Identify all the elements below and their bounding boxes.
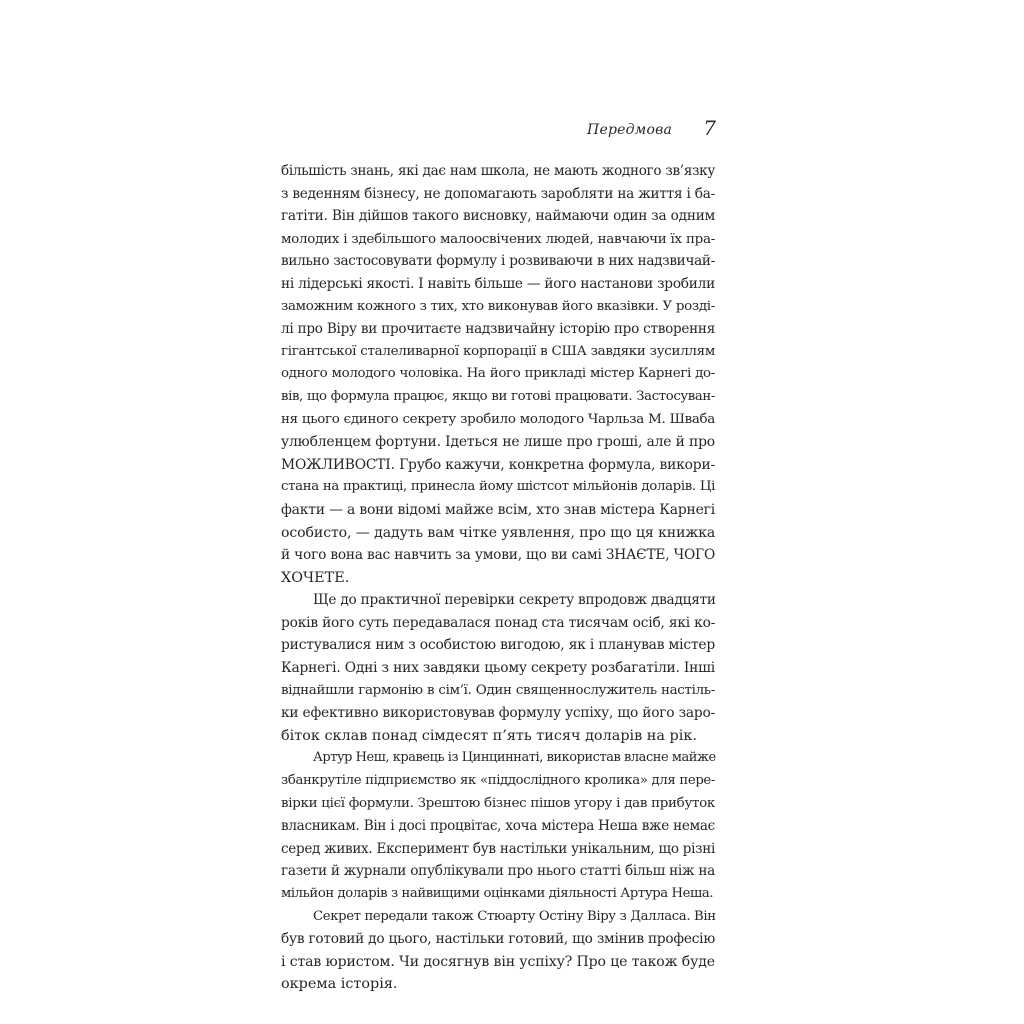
text-line: серед живих. Експеримент був настільки унікальним, що різні — [281, 840, 715, 857]
text-line: МОЖЛИВОСТІ. Грубо кажучи, конкретна формула, викори- — [281, 456, 715, 473]
text-line: Карнегі. Одні з них завдяки цьому секрету розбагатіли. Інші — [281, 660, 715, 677]
text-line: мільйон доларів з найвищими оцінками діяльності Артура Неша. — [281, 886, 714, 901]
text-line: особисто, — дадуть вам чітке уявлення, про що ця книжка — [281, 524, 716, 541]
text-line: ні лідерські якості. І навіть більше — його настанови зробили — [281, 275, 715, 292]
text-line: газети й журнали опублікували про нього статті більш ніж на — [281, 863, 715, 880]
paragraph-4 — [281, 906, 715, 996]
text-line: улюбленцем фортуни. Ідеться не лише про гроші, але й про — [281, 434, 715, 451]
running-head — [560, 117, 716, 143]
paragraph-3 — [281, 747, 715, 905]
text-line: ристувалися ним з особистою вигодою, як і планував містер — [281, 637, 716, 654]
text-line: вильно застосовувати формулу і розвиваючи в них надзвичай- — [281, 253, 715, 270]
text-line: років його суть передавалася понад ста тисячам осіб, які ко- — [281, 614, 716, 631]
text-line: власникам. Він і досі процвітає, хоча містера Неша вже немає — [281, 818, 715, 835]
text-line: Секрет передали також Стюарту Остіну Віру з Далласа. Він — [313, 908, 716, 924]
text-line: заможним кожного з тих, хто виконував його вказівки. У розді- — [281, 298, 715, 314]
text-line: гатіти. Він дійшов такого висновку, наймаючи один за одним — [281, 208, 715, 225]
text-line: й чого вона вас навчить за умови, що ви самі ЗНАЄТЕ, ЧОГО — [281, 547, 715, 564]
text-line: був готовий до цього, настільки готовий, що змінив професію — [281, 931, 715, 948]
section-title: Передмова — [587, 122, 672, 138]
body-text — [281, 160, 715, 996]
text-line: ки ефективно використовував формулу успіху, що його заро- — [281, 705, 715, 722]
paragraph-2 — [281, 589, 715, 747]
text-line: одного молодого чоловіка. На його прикладі містер Карнегі до- — [281, 366, 715, 382]
text-line: молодих і здебільшого малоосвічених людей, навчаючи їх пра- — [281, 230, 715, 247]
text-line: віднайшли гармонію в сім’ї. Один священнослужитель настіль- — [281, 682, 715, 698]
text-line: факти — а вони відомі майже всім, хто знав містера Карнегі — [281, 501, 715, 518]
text-line: з веденням бізнесу, не допомагають заробляти на життя і ба- — [281, 185, 715, 202]
text-line: збанкрутіле підприємство як «піддослідного кролика» для пере- — [281, 773, 715, 789]
paragraph-1 — [281, 160, 715, 589]
text-line: ХОЧЕТЕ. — [281, 569, 350, 586]
text-line: біток склав понад сімдесят п’ять тисяч доларів на рік. — [281, 727, 697, 744]
text-line: Артур Неш, кравець із Цинциннаті, використав власне майже — [313, 750, 716, 766]
text-line: лі про Віру ви прочитаєте надзвичайну історію про створення — [281, 321, 715, 338]
page-number: 7 — [703, 116, 716, 140]
text-line: вів, що формула працює, якщо ви готові працювати. Застосуван- — [281, 388, 715, 404]
text-line: ня цього єдиного секрету зробило молодого Чарльза М. Шваба — [281, 411, 715, 427]
text-line: окрема історія. — [281, 976, 398, 993]
text-line: гігантської сталеливарної корпорації в США завдяки зусиллям — [281, 343, 715, 359]
text-line: стана на практиці, принесла йому шістсот мільйонів доларів. Ці — [281, 479, 715, 495]
text-line: вірки цієї формули. Зрештою бізнес пішов угору і дав прибуток — [281, 795, 715, 811]
text-line: більшість знань, які дає нам школа, не мають жодного зв’язку — [281, 163, 715, 179]
text-line: Ще до практичної перевірки секрету впродовж двадцяти — [313, 592, 716, 609]
text-line: і став юристом. Чи досягнув він успіху? Про це також буде — [281, 953, 715, 970]
